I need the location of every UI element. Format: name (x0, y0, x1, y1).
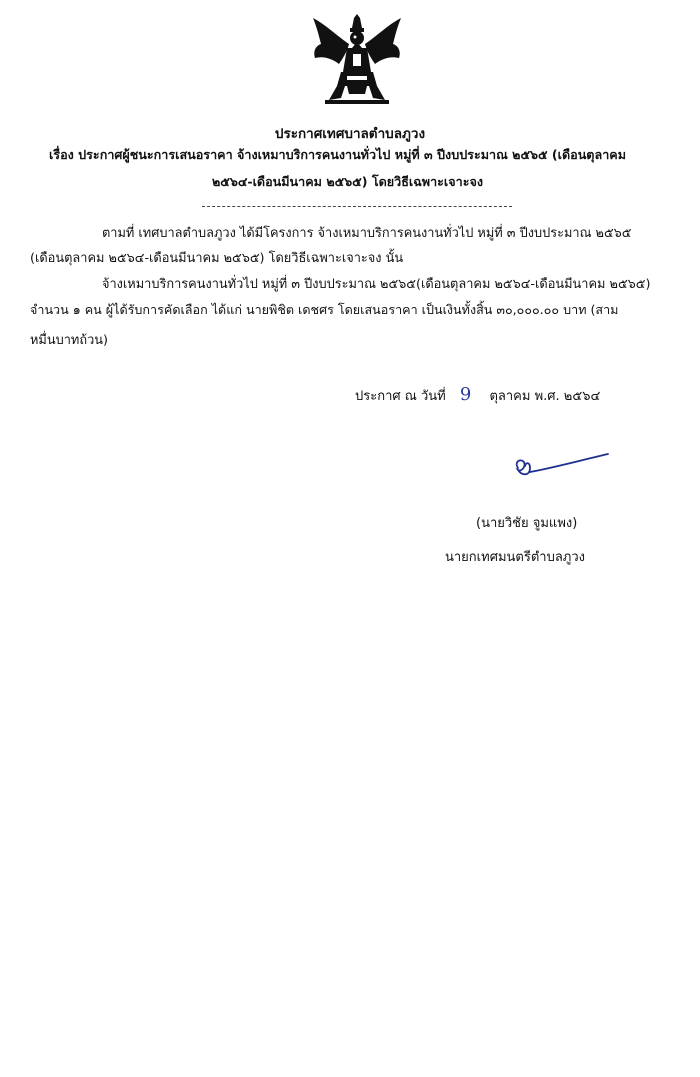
signatory-position: นายกเทศมนตรีตำบลภูวง (445, 550, 585, 565)
body-paragraph-line: หมื่นบาทถ้วน) (30, 333, 109, 348)
subject-line-1: เรื่อง ประกาศผู้ชนะการเสนอราคา จ้างเหมาบริการคนงานทั่วไป หมู่ที่ ๓ ปีงบประมาณ ๒๕๖๕ (เดือนตุลาคม (49, 147, 627, 162)
garuda-emblem (307, 14, 407, 108)
date-prefix: ประกาศ ณ วันที่ (355, 389, 446, 404)
body-paragraph-line: ตามที่ เทศบาลตำบลภูวง ได้มีโครงการ จ้างเหมาบริการคนงานทั่วไป หมู่ที่ ๓ ปีงบประมาณ ๒๕๖๕ (102, 226, 632, 241)
announcement-title: ประกาศเทศบาลตำบลภูวง (274, 126, 426, 142)
header-divider (202, 206, 512, 207)
body-paragraph-line: (เดือนตุลาคม ๒๕๖๔-เดือนมีนาคม ๒๕๖๕) โดยวิธีเฉพาะเจาะจง นั้น (30, 251, 404, 266)
subject-line-2: ๒๕๖๔-เดือนมีนาคม ๒๕๖๕) โดยวิธีเฉพาะเจาะจง (212, 174, 483, 189)
signature (512, 452, 612, 482)
body-paragraph-line: จ้างเหมาบริการคนงานทั่วไป หมู่ที่ ๓ ปีงบประมาณ ๒๕๖๕(เดือนตุลาคม ๒๕๖๔-เดือนมีนาคม ๒๕๖๕) (102, 277, 651, 292)
signatory-name: (นายวิชัย จูมแพง) (476, 516, 578, 531)
handwritten-day: 9 (459, 384, 472, 405)
body-paragraph-line: จำนวน ๑ คน ผู้ได้รับการคัดเลือก ได้แก่ นายพิชิต เดชศร โดยเสนอราคา เป็นเงินทั้งสิ้น ๓๐,๐๐๐.๐๐ บาท (สาม (30, 302, 619, 317)
announcement-date (355, 384, 600, 406)
date-suffix: ตุลาคม พ.ศ. ๒๕๖๔ (489, 389, 601, 404)
